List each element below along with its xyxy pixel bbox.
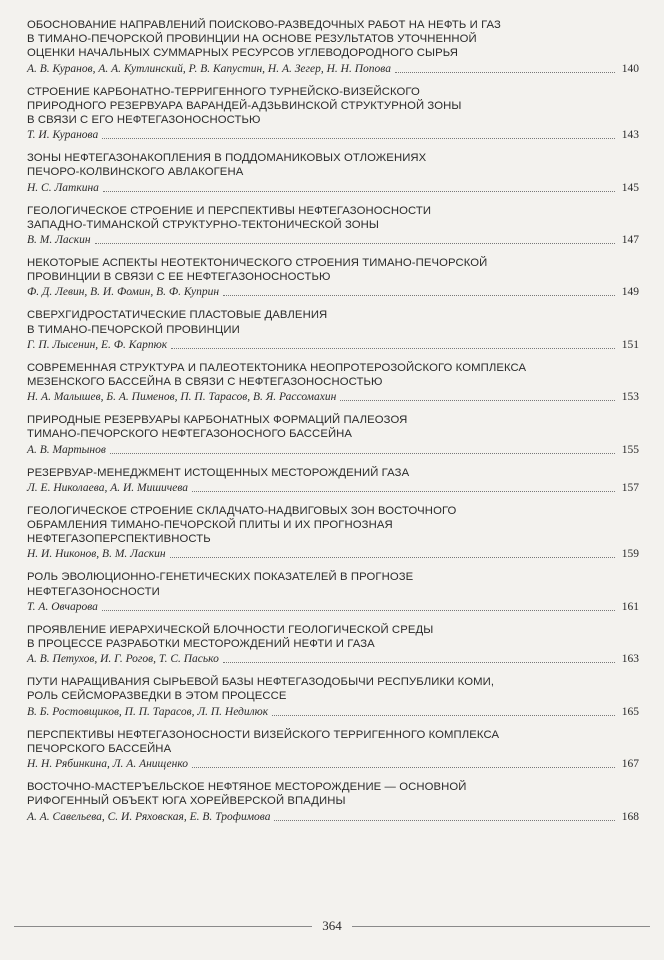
dot-leader <box>102 138 615 139</box>
entry-title: СТРОЕНИЕ КАРБОНАТНО-ТЕРРИГЕННОГО ТУРНЕЙСКО-ВИЗЕЙСКОГО ПРИРОДНОГО РЕЗЕРВУАРА ВАРАНДЕЙ-АДЗЬВИНСКОЙ СТРУКТУРНОЙ ЗОНЫ В СВЯЗИ С ЕГО НЕФТЕГАЗОНОСНОСТЬЮ <box>27 85 462 127</box>
entry-page-number: 161 <box>621 600 639 613</box>
entry-authors: А. В. Петухов, И. Г. Рогов, Т. С. Пасько <box>27 653 219 666</box>
toc-entry <box>27 780 639 823</box>
entry-authors-row <box>27 181 639 195</box>
dot-leader <box>274 820 615 821</box>
toc-entry <box>27 413 639 456</box>
dot-leader <box>192 491 615 492</box>
entry-authors: А. А. Савельева, С. И. Ряховская, Е. В. Трофимова <box>27 810 271 823</box>
entry-authors-row <box>27 233 639 247</box>
entry-title: ВОСТОЧНО-МАСТЕРЪЕЛЬСКОЕ НЕФТЯНОЕ МЕСТОРОЖДЕНИЕ — ОСНОВНОЙ РИФОГЕННЫЙ ОБЪЕКТ ЮГА ХОРЕЙВЕРСКОЙ ВПАДИНЫ <box>27 781 467 808</box>
entry-page-number: 140 <box>621 62 639 75</box>
entry-authors-row <box>27 810 639 824</box>
entry-authors-row <box>27 443 639 457</box>
toc-entry <box>27 18 639 76</box>
page-number: 364 <box>322 918 342 933</box>
dot-leader <box>170 557 615 558</box>
dot-leader <box>103 191 615 192</box>
toc-entry <box>27 151 639 194</box>
dot-leader <box>223 662 615 663</box>
entry-authors: Н. С. Латкина <box>27 181 99 194</box>
entry-page-number: 163 <box>621 653 639 666</box>
entry-page-number: 153 <box>621 391 639 404</box>
toc-entry <box>27 204 639 247</box>
entry-page-number: 167 <box>621 758 639 771</box>
footer-rule-left <box>14 926 312 927</box>
entry-authors-row <box>27 62 639 76</box>
dot-leader <box>192 767 615 768</box>
toc-entries <box>27 18 639 833</box>
entry-title: ЗОНЫ НЕФТЕГАЗОНАКОПЛЕНИЯ В ПОДДОМАНИКОВЫХ ОТЛОЖЕНИЯХ ПЕЧОРО-КОЛВИНСКОГО АВЛАКОГЕНА <box>27 152 427 179</box>
entry-authors: Г. П. Лысенин, Е. Ф. Карпюк <box>27 338 168 351</box>
entry-authors: Т. И. Куранова <box>27 129 99 142</box>
entry-authors-row <box>27 757 639 771</box>
entry-page-number: 145 <box>621 181 639 194</box>
entry-page-number: 157 <box>621 481 639 494</box>
entry-authors-row <box>27 338 639 352</box>
dot-leader <box>110 453 615 454</box>
entry-page-number: 147 <box>621 234 639 247</box>
entry-authors: Т. А. Овчарова <box>27 600 98 613</box>
entry-title: РЕЗЕРВУАР-МЕНЕДЖМЕНТ ИСТОЩЕННЫХ МЕСТОРОЖДЕНИЙ ГАЗА <box>27 466 410 479</box>
toc-entry <box>27 623 639 666</box>
dot-leader <box>272 715 615 716</box>
entry-page-number: 155 <box>621 443 639 456</box>
entry-authors: А. В. Мартынов <box>27 443 106 456</box>
dot-leader <box>171 348 615 349</box>
entry-title: СВЕРХГИДРОСТАТИЧЕСКИЕ ПЛАСТОВЫЕ ДАВЛЕНИЯ В ТИМАНО-ПЕЧОРСКОЙ ПРОВИНЦИИ <box>27 309 328 336</box>
dot-leader <box>102 610 615 611</box>
entry-title: НЕКОТОРЫЕ АСПЕКТЫ НЕОТЕКТОНИЧЕСКОГО СТРОЕНИЯ ТИМАНО-ПЕЧОРСКОЙ ПРОВИНЦИИ В СВЯЗИ С ЕЕ НЕФТЕГАЗОНОСНОСТЬЮ <box>27 257 488 284</box>
entry-authors-row <box>27 547 639 561</box>
entry-authors: Н. Н. Рябинкина, Л. А. Анищенко <box>27 758 189 771</box>
toc-entry <box>27 85 639 143</box>
toc-entry <box>27 675 639 718</box>
entry-page-number: 168 <box>621 810 639 823</box>
entry-authors-row <box>27 600 639 614</box>
dot-leader <box>395 72 615 73</box>
entry-authors: А. В. Куранов, А. А. Кутлинский, Р. В. Капустин, Н. А. Зегер, Н. Н. Попова <box>27 62 391 75</box>
entry-title: ПРОЯВЛЕНИЕ ИЕРАРХИЧЕСКОЙ БЛОЧНОСТИ ГЕОЛОГИЧЕСКОЙ СРЕДЫ В ПРОЦЕССЕ РАЗРАБОТКИ МЕСТОРОЖДЕНИЙ НЕФТИ И ГАЗА <box>27 623 434 651</box>
entry-authors: Н. А. Малышев, Б. А. Пименов, П. П. Тарасов, В. Я. Рассомахин <box>27 391 337 404</box>
entry-title: РОЛЬ ЭВОЛЮЦИОННО-ГЕНЕТИЧЕСКИХ ПОКАЗАТЕЛЕЙ В ПРОГНОЗЕ НЕФТЕГАЗОНОСНОСТИ <box>27 571 414 598</box>
entry-authors: Ф. Д. Левин, В. И. Фомин, В. Ф. Куприн <box>27 286 220 299</box>
entry-authors-row <box>27 481 639 495</box>
page-footer <box>14 918 650 934</box>
entry-authors: В. Б. Ростовщиков, П. П. Тарасов, Л. П. Недилюк <box>27 705 269 718</box>
dot-leader <box>340 400 615 401</box>
dot-leader <box>223 295 615 296</box>
entry-title: СОВРЕМЕННАЯ СТРУКТУРА И ПАЛЕОТЕКТОНИКА НЕОПРОТЕРОЗОЙСКОГО КОМПЛЕКСА МЕЗЕНСКОГО БАССЕЙНА В СВЯЗИ С НЕФТЕГАЗОНОСНОСТЬЮ <box>27 361 527 389</box>
entry-authors-row <box>27 285 639 299</box>
toc-entry <box>27 308 639 351</box>
toc-entry <box>27 256 639 299</box>
entry-authors-row <box>27 652 639 666</box>
entry-page-number: 143 <box>621 129 639 142</box>
entry-authors-row <box>27 390 639 404</box>
toc-entry <box>27 466 639 495</box>
entry-title: ГЕОЛОГИЧЕСКОЕ СТРОЕНИЕ СКЛАДЧАТО-НАДВИГОВЫХ ЗОН ВОСТОЧНОГО ОБРАМЛЕНИЯ ТИМАНО-ПЕЧОРСКОЙ ПЛИТЫ И ИХ ПРОГНОЗНАЯ НЕФТЕГАЗОПЕРСПЕКТИВНОСТЬ <box>27 504 457 546</box>
entry-title: ГЕОЛОГИЧЕСКОЕ СТРОЕНИЕ И ПЕРСПЕКТИВЫ НЕФТЕГАЗОНОСНОСТИ ЗАПАДНО-ТИМАНСКОЙ СТРУКТУРНО-ТЕКТОНИЧЕСКОЙ ЗОНЫ <box>27 204 432 231</box>
entry-title: ПЕРСПЕКТИВЫ НЕФТЕГАЗОНОСНОСТИ ВИЗЕЙСКОГО ТЕРРИГЕННОГО КОМПЛЕКСА ПЕЧОРСКОГО БАССЕЙНА <box>27 728 500 755</box>
dot-leader <box>95 243 615 244</box>
toc-entry <box>27 728 639 771</box>
toc-entry <box>27 361 639 404</box>
entry-page-number: 165 <box>621 705 639 718</box>
entry-title: ПУТИ НАРАЩИВАНИЯ СЫРЬЕВОЙ БАЗЫ НЕФТЕГАЗОДОБЫЧИ РЕСПУБЛИКИ КОМИ, РОЛЬ СЕЙСМОРАЗВЕДКИ В ЭТОМ ПРОЦЕССЕ <box>27 676 495 703</box>
entry-authors: В. М. Ласкин <box>27 234 91 247</box>
entry-page-number: 151 <box>621 338 639 351</box>
entry-authors: Л. Е. Николаева, А. И. Мишичева <box>27 481 189 494</box>
entry-page-number: 149 <box>621 286 639 299</box>
entry-page-number: 159 <box>621 548 639 561</box>
entry-authors-row <box>27 705 639 719</box>
toc-entry <box>27 504 639 562</box>
entry-authors: Н. И. Никонов, В. М. Ласкин <box>27 548 166 561</box>
entry-title: ОБОСНОВАНИЕ НАПРАВЛЕНИЙ ПОИСКОВО-РАЗВЕДОЧНЫХ РАБОТ НА НЕФТЬ И ГАЗ В ТИМАНО-ПЕЧОРСКОЙ ПРОВИНЦИИ НА ОСНОВЕ РЕЗУЛЬТАТОВ УТОЧНЕННОЙ ОЦЕНКИ НАЧАЛЬНЫХ СУММАРНЫХ РЕСУРСОВ УГЛЕВОДОРОДНОГО СЫРЬЯ <box>27 19 501 60</box>
entry-authors-row <box>27 128 639 142</box>
entry-title: ПРИРОДНЫЕ РЕЗЕРВУАРЫ КАРБОНАТНЫХ ФОРМАЦИЙ ПАЛЕОЗОЯ ТИМАНО-ПЕЧОРСКОГО НЕФТЕГАЗОНОСНОГО БАССЕЙНА <box>27 414 408 441</box>
footer-rule-right <box>352 926 650 927</box>
toc-entry <box>27 570 639 613</box>
